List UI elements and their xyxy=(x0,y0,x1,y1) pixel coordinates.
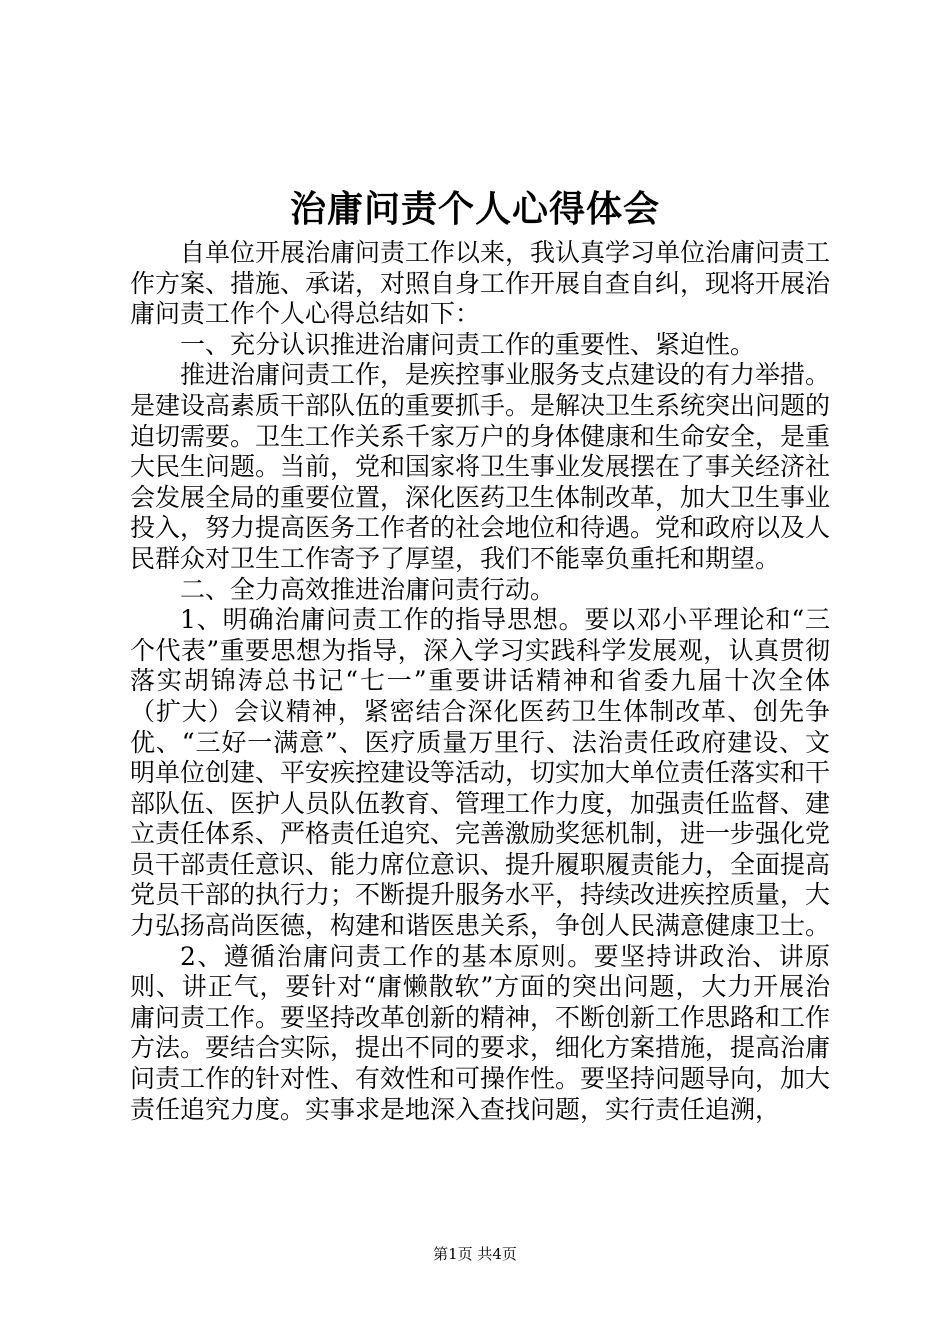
paragraph-intro: 自单位开展治庸问责工作以来，我认真学习单位治庸问责工作方案、措施、承诺，对照自身工作开展自查自纠，现将开展治庸问责工作个人心得总结如下： xyxy=(130,238,831,329)
paragraph-importance: 推进治庸问责工作，是疾控事业服务支点建设的有力举措。是建设高素质干部队伍的重要抓手。是解决卫生系统突出问题的迫切需要。卫生工作关系千家万户的身体健康和生命安全，是重大民生问题。当前，党和国家将卫生事业发展摆在了事关经济社会发展全局的重要位置，深化医药卫生体制改革，加大卫生事业投入，努力提高医务工作者的社会地位和待遇。党和政府以及人民群众对卫生工作寄予了厚望，我们不能辜负重托和期望。 xyxy=(130,360,831,573)
paragraph-basic-principles: 2、遵循治庸问责工作的基本原则。要坚持讲政治、讲原则、讲正气，要针对“庸懒散软”方面的突出问题，大力开展治庸问责工作。要坚持改革创新的精神，不断创新工作思路和工作方法。要结合实际，提出不同的要求，细化方案措施，提高治庸问责工作的针对性、有效性和可操作性。要坚持问题导向，加大责任追究力度。实事求是地深入查找问题，实行责任追溯， xyxy=(130,941,831,1124)
document-title: 治庸问责个人心得体会 xyxy=(289,188,660,230)
document-body xyxy=(130,238,830,1125)
paragraph-heading-2: 二、全力高效推进治庸问责行动。 xyxy=(180,574,556,604)
paragraph-guiding-thought: 1、明确治庸问责工作的指导思想。要以邓小平理论和“三个代表”重要思想为指导，深入学习实践科学发展观，认真贯彻落实胡锦涛总书记“七一”重要讲话精神和省委九届十次全体（扩大）会议精神，紧密结合深化医药卫生体制改革、创先争优、“三好一满意”、医疗质量万里行、法治责任政府建设、文明单位创建、平安疾控建设等活动，切实加大单位责任落实和干部队伍、医护人员队伍教育、管理工作力度，加强责任监督、建立责任体系、严格责任追究、完善激励奖惩机制，进一步强化党员干部责任意识、能力席位意识、提升履职履责能力，全面提高党员干部的执行力；不断提升服务水平，持续改进疾控质量，大力弘扬高尚医德，构建和谐医患关系，争创人民满意健康卫士。 xyxy=(130,605,831,941)
page-number-footer: 第1页 共4页 xyxy=(433,1245,517,1263)
paragraph-heading-1: 一、充分认识推进治庸问责工作的重要性、紧迫性。 xyxy=(180,329,756,359)
